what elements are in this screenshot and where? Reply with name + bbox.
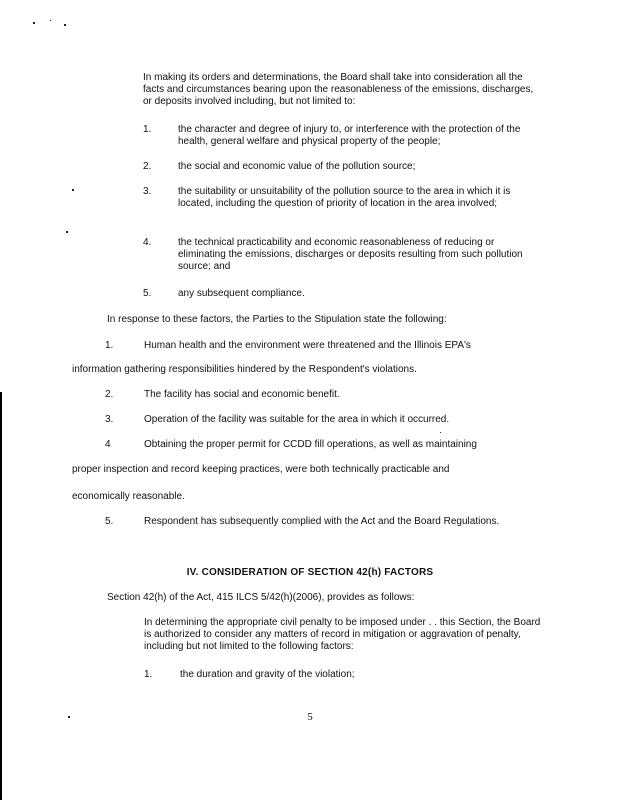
section-heading: IV. CONSIDERATION OF SECTION 42(h) FACTORS xyxy=(186,567,434,578)
quote-intro: In making its orders and determinations, the Board shall take into consideration all the facts and circumstances bearing upon the reasonableness of the emissions, discharges, or deposits involved including, but not limited to: xyxy=(143,72,534,108)
response-text: economically reasonable. xyxy=(72,491,185,502)
response-text: information gathering responsibilities hindered by the Respondent's violations. xyxy=(72,364,417,375)
list-item-text: the duration and gravity of the violation; xyxy=(180,669,355,680)
response-number: 5. xyxy=(105,516,114,527)
response-text: Human health and the environment were threatened and the Illinois EPA's xyxy=(144,340,471,351)
scan-speck xyxy=(66,231,68,233)
quote-intro: In determining the appropriate civil penalty to be imposed under . . this Section, the Board is authorized to consider any matters of record in mitigation or aggravation of penalty, including but not limited to the following factors: xyxy=(144,617,541,653)
page-number: 5 xyxy=(307,711,313,723)
response-number: 1. xyxy=(105,340,114,351)
list-number: 3. xyxy=(143,186,152,197)
scan-speck xyxy=(440,432,441,433)
list-item-text: the social and economic value of the pollution source; xyxy=(178,161,416,172)
list-item-text: the character and degree of injury to, or interference with the protection of the health, general welfare and physical property of the people; xyxy=(178,124,521,148)
list-item-text: the technical practicability and economic reasonableness of reducing or eliminating the emissions, discharges or deposits resulting from such pollution source; and xyxy=(178,237,523,273)
scan-speck xyxy=(64,24,66,26)
response-text: Respondent has subsequently complied with the Act and the Board Regulations. xyxy=(144,516,500,527)
response-intro: In response to these factors, the Parties to the Stipulation state the following: xyxy=(107,314,447,325)
section-intro: Section 42(h) of the Act, 415 ILCS 5/42(h)(2006), provides as follows: xyxy=(107,592,415,603)
scan-speck xyxy=(68,716,70,718)
response-text: Operation of the facility was suitable for the area in which it occurred. xyxy=(144,414,450,425)
response-number: 2. xyxy=(105,389,114,400)
list-number: 4. xyxy=(143,237,152,248)
list-number: 1. xyxy=(144,669,153,680)
response-text: Obtaining the proper permit for CCDD fill operations, as well as maintaining xyxy=(144,439,477,450)
list-number: 2. xyxy=(143,161,152,172)
scan-speck xyxy=(72,189,74,191)
response-text: The facility has social and economic benefit. xyxy=(144,389,340,400)
response-text: proper inspection and record keeping practices, were both technically practicable and xyxy=(72,464,450,475)
list-item-text: the suitability or unsuitability of the pollution source to the area in which it is located, including the question of priority of location in the area involved; xyxy=(178,186,511,210)
scan-edge-line xyxy=(0,392,2,800)
response-number: 3. xyxy=(105,414,114,425)
scan-speck xyxy=(33,22,35,24)
list-number: 1. xyxy=(143,124,152,135)
list-number: 5. xyxy=(143,288,152,299)
response-number: 4 xyxy=(105,439,111,450)
scan-speck xyxy=(50,20,51,21)
list-item-text: any subsequent compliance. xyxy=(178,288,305,299)
